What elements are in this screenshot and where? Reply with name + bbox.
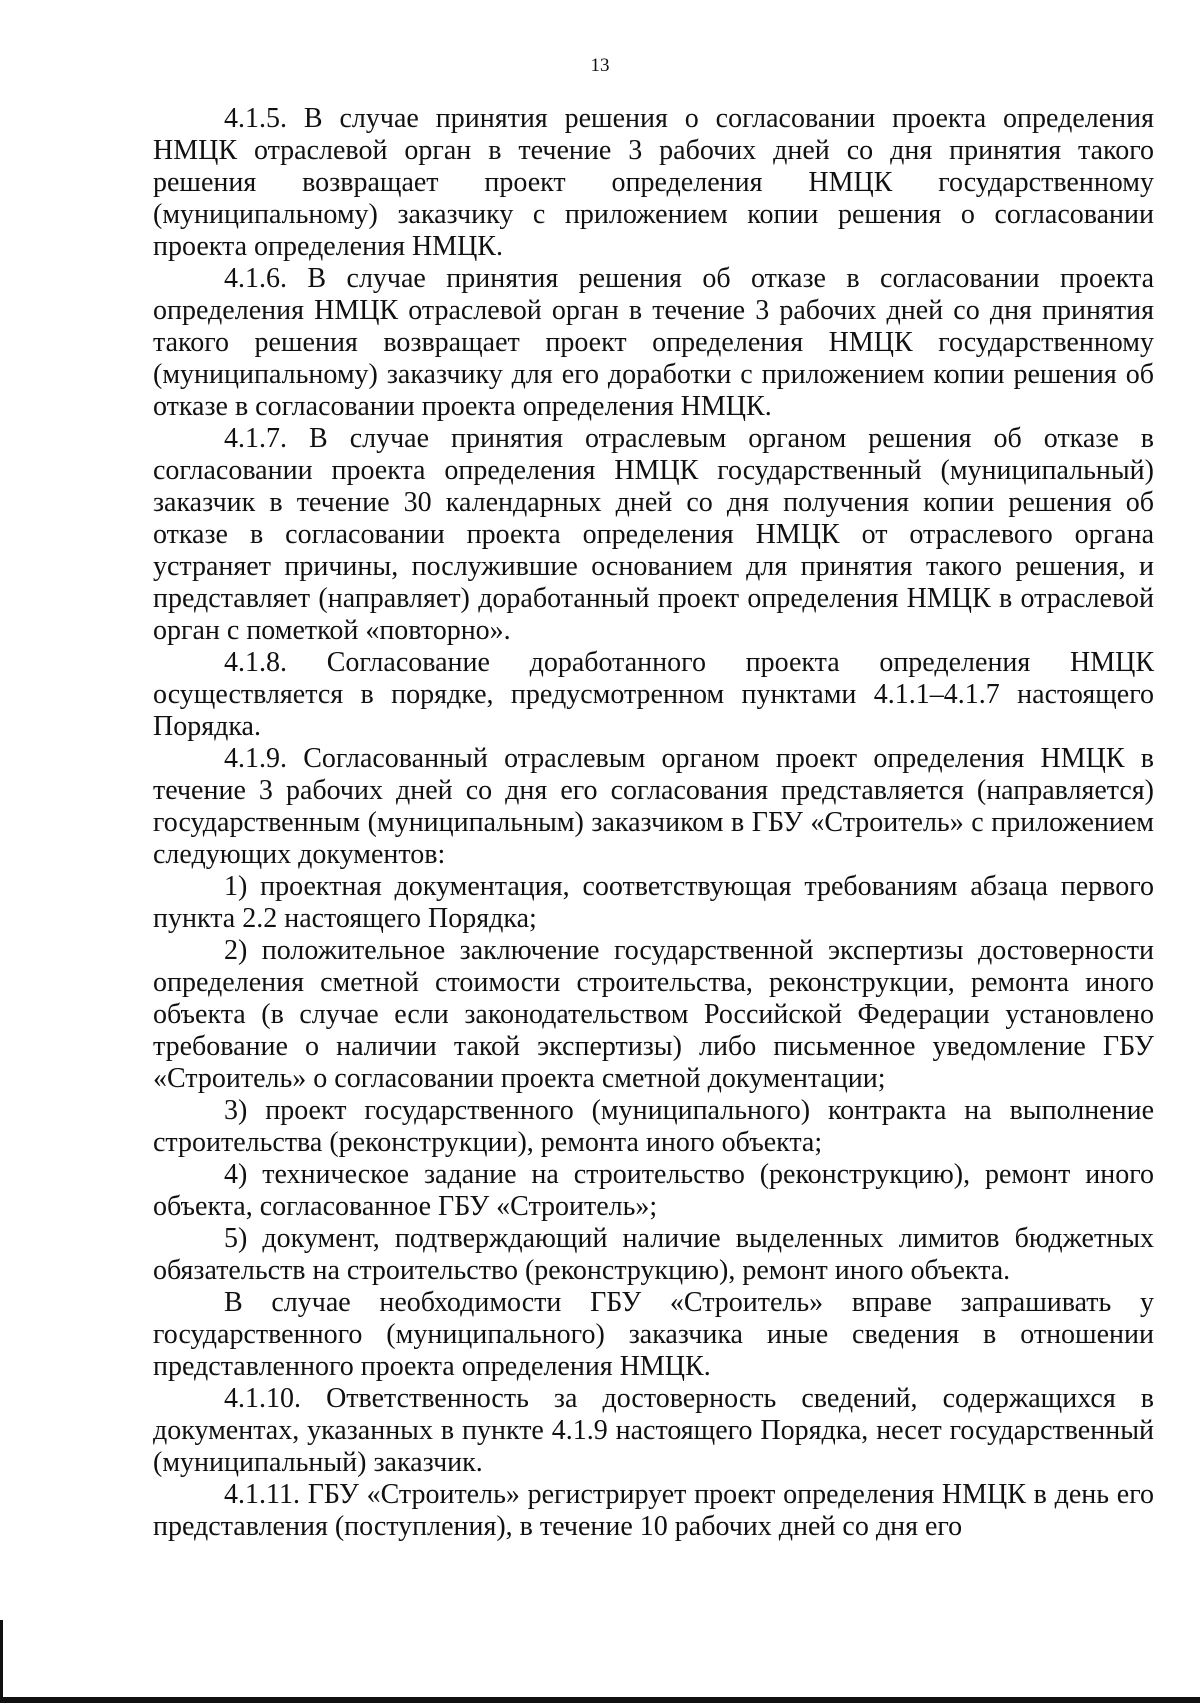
paragraph-4-1-9: 4.1.9. Согласованный отраслевым органом проект определения НМЦК в течение 3 рабочих дней со дня его согласования представляется (направляется) государственным (муниципальным) заказчиком в ГБУ «Строитель» с приложением следующих документов:	[153, 743, 1154, 870]
list-item-3: 3) проект государственного (муниципального) контракта на выполнение строительства (реконструкции), ремонта иного объекта;	[153, 1095, 1154, 1158]
scan-edge-left	[0, 1620, 3, 1703]
document-body	[153, 103, 1154, 1543]
paragraph-4-1-6: 4.1.6. В случае принятия решения об отказе в согласовании проекта определения НМЦК отраслевой орган в течение 3 рабочих дней со дня принятия такого решения возвращает проект определения НМЦК государственному (муниципальному) заказчику для его доработки с приложением копии решения об отказе в согласовании проекта определения НМЦК.	[153, 263, 1154, 422]
list-item-4: 4) техническое задание на строительство (реконструкцию), ремонт иного объекта, согласованное ГБУ «Строитель»;	[153, 1159, 1154, 1222]
list-item-5: 5) документ, подтверждающий наличие выделенных лимитов бюджетных обязательств на строительство (реконструкцию), ремонт иного объекта.	[153, 1223, 1154, 1286]
list-item-1: 1) проектная документация, соответствующая требованиям абзаца первого пункта 2.2 настоящего Порядка;	[153, 871, 1154, 934]
paragraph-4-1-8: 4.1.8. Согласование доработанного проекта определения НМЦК осуществляется в порядке, предусмотренном пунктами 4.1.1–4.1.7 настоящего Порядка.	[153, 647, 1154, 742]
page-number: 13	[590, 55, 610, 76]
list-item-2: 2) положительное заключение государственной экспертизы достоверности определения сметной стоимости строительства, реконструкции, ремонта иного объекта (в случае если законодательством Российской Федерации установлено требование о наличии такой экспертизы) либо письменное уведомление ГБУ «Строитель» о согласовании проекта сметной документации;	[153, 935, 1154, 1094]
paragraph-additional-info: В случае необходимости ГБУ «Строитель» вправе запрашивать у государственного (муниципального) заказчика иные сведения в отношении представленного проекта определения НМЦК.	[153, 1287, 1154, 1382]
paragraph-4-1-5: 4.1.5. В случае принятия решения о согласовании проекта определения НМЦК отраслевой орган в течение 3 рабочих дней со дня принятия такого решения возвращает проект определения НМЦК государственному (муниципальному) заказчику с приложением копии решения о согласовании проекта определения НМЦК.	[153, 103, 1154, 262]
paragraph-4-1-7: 4.1.7. В случае принятия отраслевым органом решения об отказе в согласовании проекта определения НМЦК государственный (муниципальный) заказчик в течение 30 календарных дней со дня получения копии решения об отказе в согласовании проекта определения НМЦК от отраслевого органа устраняет причины, послужившие основанием для принятия такого решения, и представляет (направляет) доработанный проект определения НМЦК в отраслевой орган с пометкой «повторно».	[153, 423, 1154, 646]
scan-edge-bottom	[0, 1697, 1200, 1703]
paragraph-4-1-11: 4.1.11. ГБУ «Строитель» регистрирует проект определения НМЦК в день его представления (поступления), в течение 10 рабочих дней со дня его	[153, 1479, 1154, 1542]
paragraph-4-1-10: 4.1.10. Ответственность за достоверность сведений, содержащихся в документах, указанных в пункте 4.1.9 настоящего Порядка, несет государственный (муниципальный) заказчик.	[153, 1383, 1154, 1478]
